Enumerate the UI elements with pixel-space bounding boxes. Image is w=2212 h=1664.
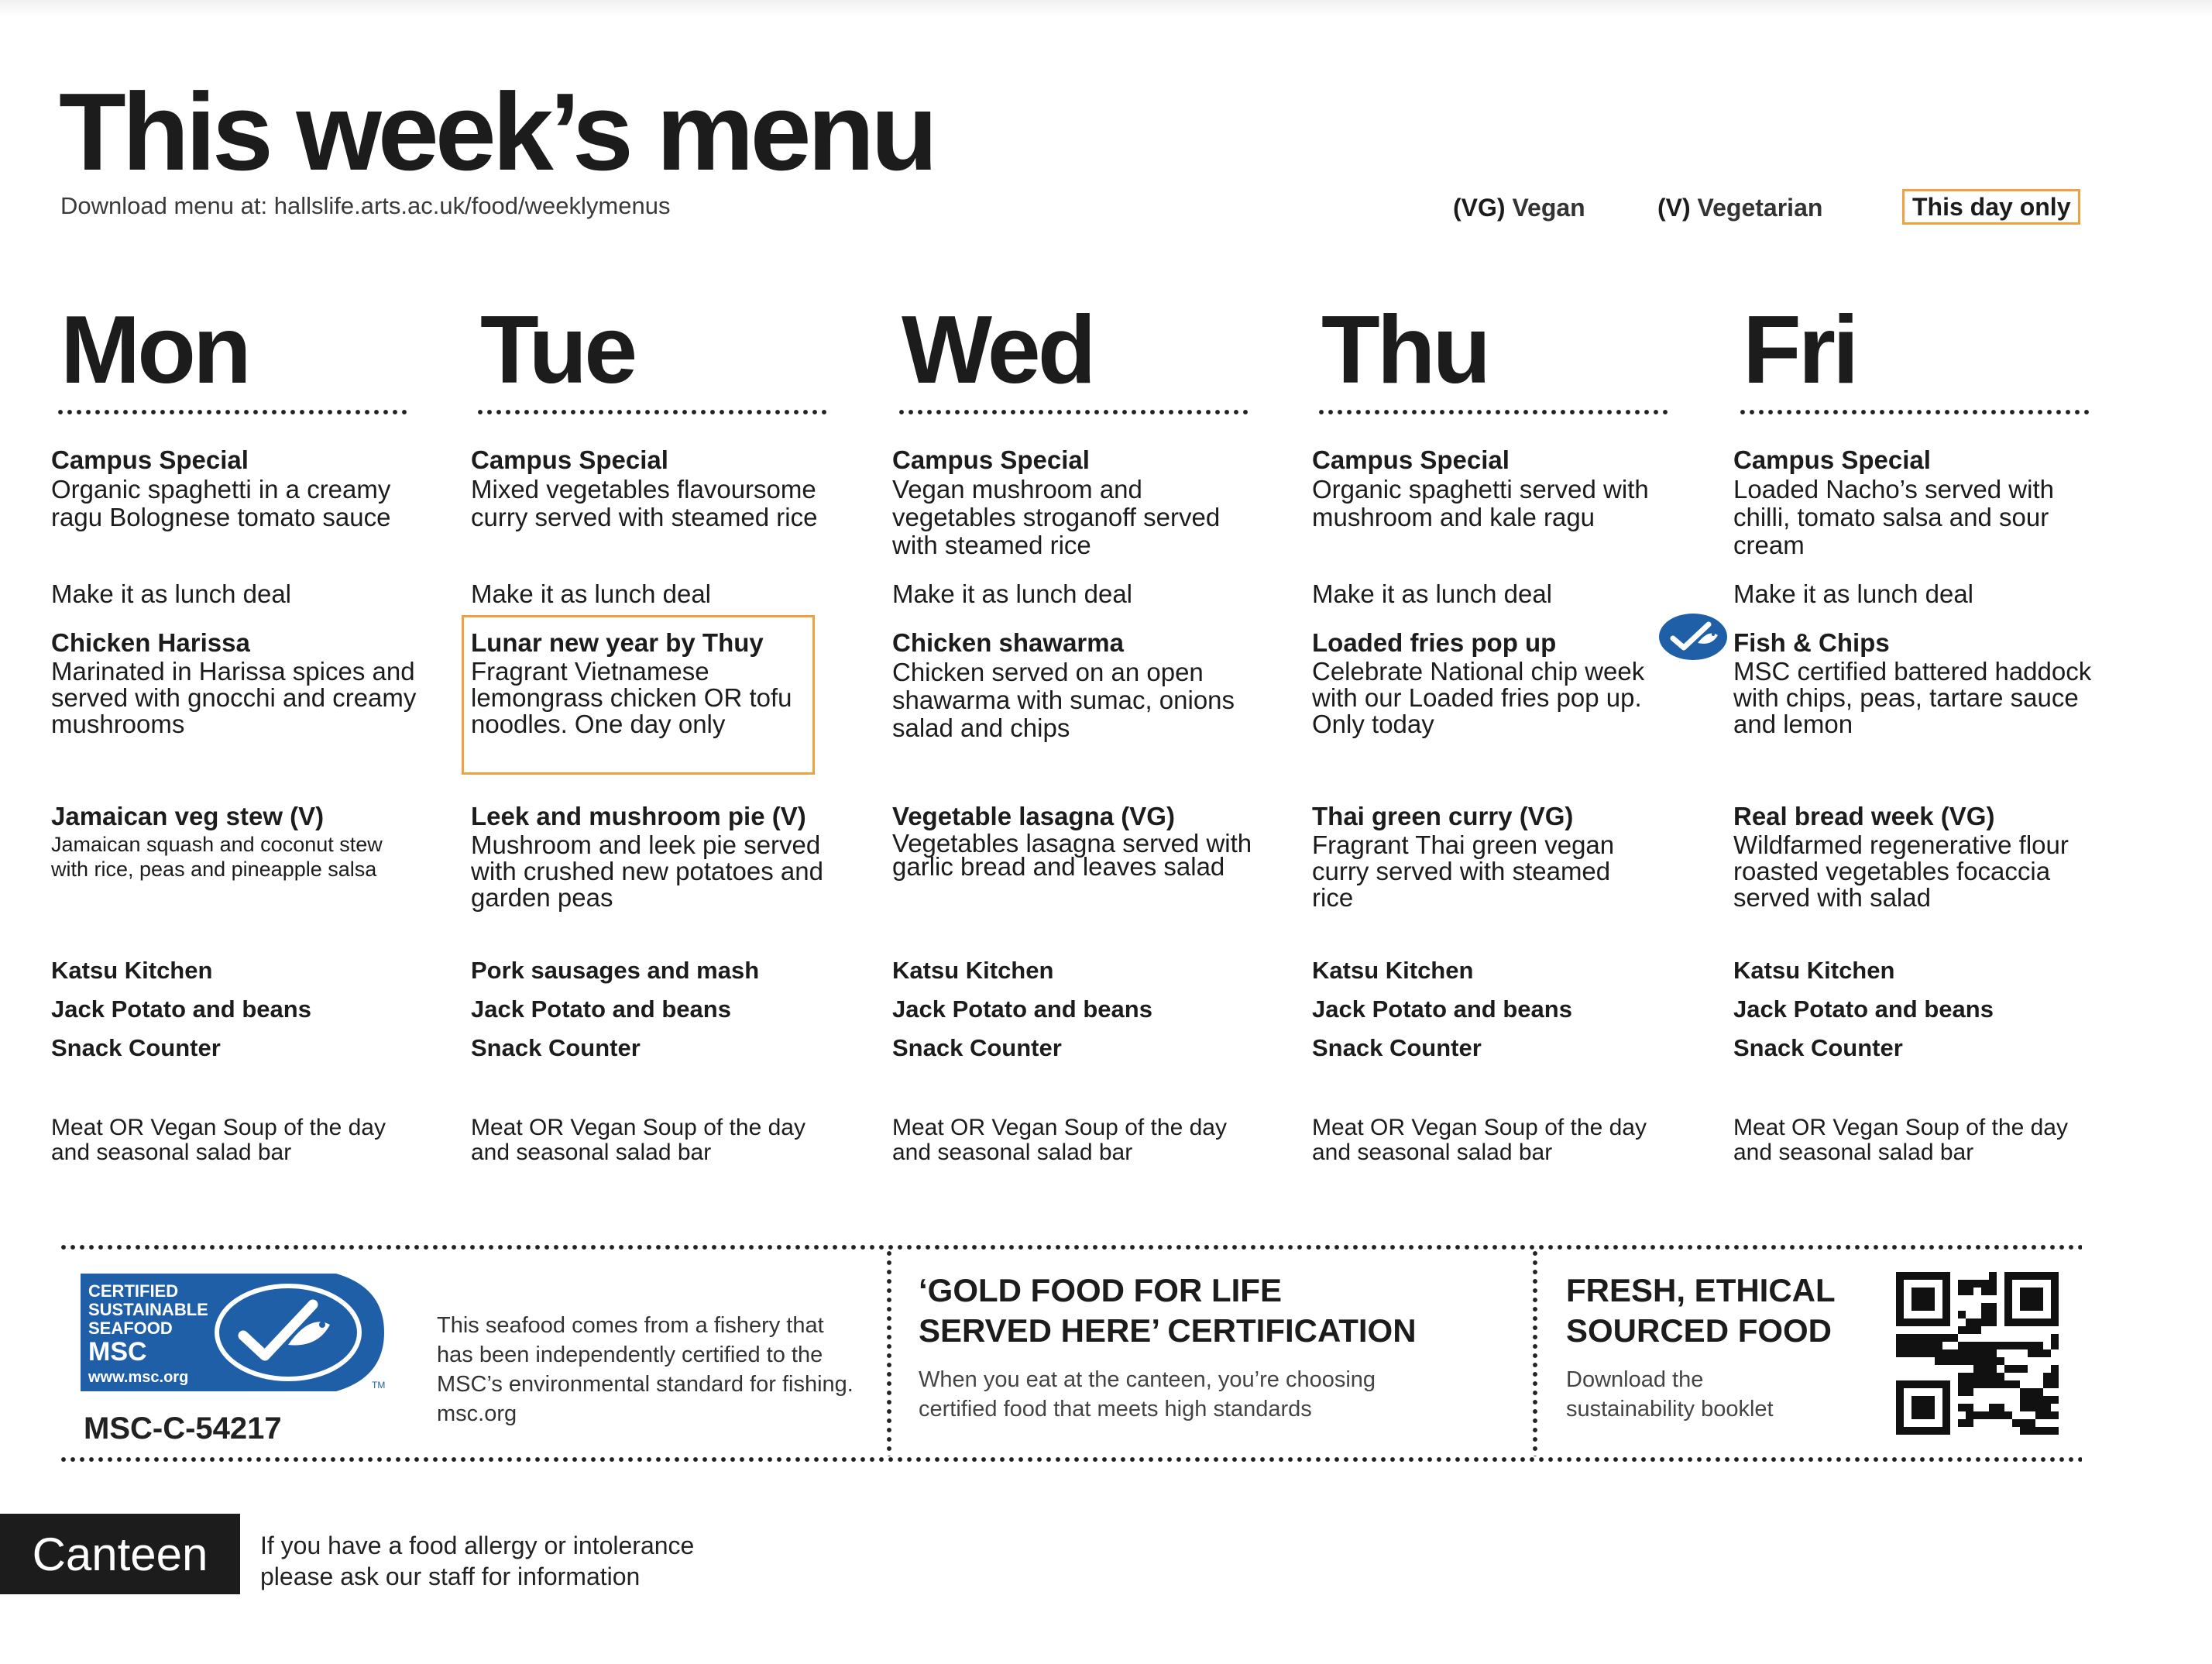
veg-desc: Mushroom and leek pie served with crushed new potatoes and garden peas bbox=[471, 830, 823, 912]
msc-logo-line: CERTIFIED bbox=[88, 1281, 179, 1301]
main-dish bbox=[51, 627, 423, 737]
allergy-note bbox=[260, 1530, 694, 1592]
msc-badge-icon bbox=[1657, 612, 1729, 662]
soup-salad: Meat OR Vegan Soup of the day and seasonal salad bar bbox=[471, 1115, 805, 1165]
day-column-thu bbox=[1312, 297, 1685, 1165]
legend-veg-code: (V) bbox=[1657, 194, 1691, 222]
veg-title: Real bread week (VG) bbox=[1733, 802, 1995, 830]
lunch-deal: Make it as lunch deal bbox=[892, 579, 1133, 608]
gold-heading-line: SERVED HERE’ CERTIFICATION bbox=[919, 1312, 1417, 1349]
lunch-deal: Make it as lunch deal bbox=[471, 579, 712, 608]
allergy-line: If you have a food allergy or intolerance bbox=[260, 1532, 695, 1559]
main-title: Lunar new year by Thuy bbox=[471, 628, 764, 657]
dotted-divider-bottom bbox=[59, 1456, 2082, 1463]
msc-logo-url: www.msc.org bbox=[88, 1369, 189, 1386]
day-name: Thu bbox=[1321, 297, 1489, 404]
msc-code: MSC-C-54217 bbox=[84, 1411, 282, 1446]
special-title: Campus Special bbox=[1733, 445, 1931, 474]
extra-item: Katsu Kitchen bbox=[1312, 957, 1474, 984]
special-title: Campus Special bbox=[51, 445, 249, 474]
legend-vegetarian bbox=[1657, 192, 1822, 223]
veg-desc: Vegetables lasagna served with garlic bread and leaves salad bbox=[892, 829, 1252, 881]
veg-dish bbox=[892, 801, 1264, 881]
lunch-deal: Make it as lunch deal bbox=[1312, 579, 1553, 608]
special-title: Campus Special bbox=[1312, 445, 1510, 474]
lunch-deal: Make it as lunch deal bbox=[1733, 579, 1974, 608]
msc-logo-line: SUSTAINABLE bbox=[88, 1300, 208, 1319]
dotted-divider-vertical bbox=[886, 1249, 892, 1456]
extra-item: Jack Potato and beans bbox=[1733, 995, 1994, 1023]
day-name: Fri bbox=[1743, 297, 1856, 404]
day-column-mon bbox=[51, 297, 424, 1165]
qr-code-icon[interactable] bbox=[1896, 1272, 2059, 1435]
veg-title: Thai green curry (VG) bbox=[1312, 802, 1574, 830]
extra-item: Pork sausages and mash bbox=[471, 957, 760, 984]
extra-item: Jack Potato and beans bbox=[1312, 995, 1572, 1023]
veg-desc: Jamaican squash and coconut stew with rice, peas and pineapple salsa bbox=[51, 833, 383, 881]
dotted-divider-top bbox=[59, 1244, 2082, 1250]
soup-salad: Meat OR Vegan Soup of the day and seasonal salad bar bbox=[892, 1115, 1227, 1165]
legend-day-only: This day only bbox=[1902, 189, 2080, 225]
msc-logo-line: MSC bbox=[88, 1337, 147, 1367]
dotted-divider bbox=[1738, 409, 2090, 415]
day-column-tue bbox=[471, 297, 844, 1165]
extra-item: Snack Counter bbox=[1312, 1034, 1482, 1061]
campus-special bbox=[1312, 445, 1684, 531]
legend-vegan-code: (VG) bbox=[1453, 194, 1506, 222]
main-title: Chicken shawarma bbox=[892, 628, 1124, 657]
msc-description: This seafood comes from a fishery that has been independently certified to the MSC’s environmental standard for fishing. msc.org bbox=[437, 1313, 854, 1426]
main-dish bbox=[892, 627, 1264, 742]
main-dish bbox=[1733, 627, 2105, 737]
extra-item: Jack Potato and beans bbox=[51, 995, 311, 1023]
dotted-divider bbox=[56, 409, 407, 415]
msc-logo-tm: TM bbox=[372, 1380, 386, 1391]
extras-list bbox=[471, 951, 759, 1068]
extra-item: Jack Potato and beans bbox=[471, 995, 731, 1023]
extra-item: Snack Counter bbox=[471, 1034, 641, 1061]
campus-special bbox=[892, 445, 1264, 559]
special-desc: Loaded Nacho’s served with chilli, tomato salsa and sour cream bbox=[1733, 475, 2054, 559]
veg-dish bbox=[1312, 801, 1653, 911]
veg-title: Vegetable lasagna (VG) bbox=[892, 802, 1175, 830]
main-dish bbox=[1312, 627, 1653, 737]
top-strip bbox=[0, 0, 2212, 17]
dotted-divider bbox=[1317, 409, 1668, 415]
legend-vegan bbox=[1453, 192, 1585, 223]
special-title: Campus Special bbox=[471, 445, 668, 474]
special-desc: Organic spaghetti served with mushroom and kale ragu bbox=[1312, 475, 1649, 531]
veg-desc: Fragrant Thai green vegan curry served with steamed rice bbox=[1312, 830, 1615, 912]
extra-item: Katsu Kitchen bbox=[892, 957, 1054, 984]
fresh-heading-line: FRESH, ETHICAL bbox=[1566, 1272, 1836, 1308]
gold-body: When you eat at the canteen, you’re choosing certified food that meets high standards bbox=[919, 1367, 1376, 1422]
legend-vegan-label: Vegan bbox=[1512, 194, 1585, 222]
main-title: Loaded fries pop up bbox=[1312, 628, 1557, 657]
main-desc: Celebrate National chip week with our Loaded fries pop up. Only today bbox=[1312, 657, 1645, 738]
special-desc: Mixed vegetables flavoursome curry served with steamed rice bbox=[471, 475, 818, 531]
download-link-text: Download menu at: hallslife.arts.ac.uk/food/weeklymenus bbox=[60, 192, 671, 219]
main-title: Chicken Harissa bbox=[51, 628, 250, 657]
dotted-divider-vertical bbox=[1532, 1249, 1538, 1456]
fresh-body-line: Download the bbox=[1566, 1367, 1704, 1392]
fresh-body-line: sustainability booklet bbox=[1566, 1397, 1774, 1422]
extra-item: Jack Potato and beans bbox=[892, 995, 1152, 1023]
veg-dish bbox=[1733, 801, 2105, 911]
msc-logo-line: SEAFOOD bbox=[88, 1318, 173, 1338]
soup-salad: Meat OR Vegan Soup of the day and seasonal salad bar bbox=[1312, 1115, 1647, 1165]
dotted-divider bbox=[897, 409, 1249, 415]
special-desc: Organic spaghetti in a creamy ragu Bolognese tomato sauce bbox=[51, 475, 391, 531]
veg-title: Jamaican veg stew (V) bbox=[51, 802, 325, 830]
gold-certification bbox=[919, 1270, 1445, 1424]
day-column-fri bbox=[1733, 297, 2107, 1165]
campus-special bbox=[51, 445, 423, 531]
day-column-wed bbox=[892, 297, 1266, 1165]
gold-heading-line: ‘GOLD FOOD FOR LIFE bbox=[919, 1272, 1282, 1308]
soup-salad: Meat OR Vegan Soup of the day and seasonal salad bar bbox=[51, 1115, 386, 1165]
fresh-ethical-section bbox=[1566, 1270, 1836, 1424]
extras-list bbox=[1733, 951, 1994, 1068]
day-name: Wed bbox=[902, 297, 1094, 404]
main-dish bbox=[471, 627, 812, 737]
fresh-heading-line: SOURCED FOOD bbox=[1566, 1312, 1832, 1349]
allergy-line: please ask our staff for information bbox=[260, 1563, 641, 1590]
dotted-divider bbox=[476, 409, 827, 415]
day-name: Tue bbox=[480, 297, 635, 404]
extra-item: Katsu Kitchen bbox=[51, 957, 213, 984]
campus-special bbox=[1733, 445, 2105, 559]
msc-logo-icon bbox=[81, 1274, 398, 1391]
extra-item: Snack Counter bbox=[51, 1034, 221, 1061]
main-title: Fish & Chips bbox=[1733, 628, 1890, 657]
canteen-logo: Canteen bbox=[0, 1514, 240, 1594]
special-title: Campus Special bbox=[892, 445, 1090, 474]
lunch-deal: Make it as lunch deal bbox=[51, 579, 292, 608]
main-desc: Chicken served on an open shawarma with sumac, onions salad and chips bbox=[892, 658, 1235, 742]
extra-item: Katsu Kitchen bbox=[1733, 957, 1895, 984]
main-desc: MSC certified battered haddock with chips, peas, tartare sauce and lemon bbox=[1733, 657, 2092, 738]
veg-desc: Wildfarmed regenerative flour roasted vegetables focaccia served with salad bbox=[1733, 830, 2069, 912]
main-desc: Fragrant Vietnamese lemongrass chicken OR tofu noodles. One day only bbox=[471, 657, 792, 738]
campus-special bbox=[471, 445, 843, 531]
page-title: This week’s menu bbox=[59, 70, 935, 194]
extras-list bbox=[1312, 951, 1572, 1068]
extra-item: Snack Counter bbox=[1733, 1034, 1903, 1061]
soup-salad: Meat OR Vegan Soup of the day and seasonal salad bar bbox=[1733, 1115, 2068, 1165]
veg-title: Leek and mushroom pie (V) bbox=[471, 802, 806, 830]
extras-list bbox=[51, 951, 311, 1068]
veg-dish bbox=[471, 801, 843, 911]
legend-veg-label: Vegetarian bbox=[1697, 194, 1823, 222]
extras-list bbox=[892, 951, 1152, 1068]
main-desc: Marinated in Harissa spices and served with gnocchi and creamy mushrooms bbox=[51, 657, 417, 738]
day-name: Mon bbox=[60, 297, 249, 404]
special-desc: Vegan mushroom and vegetables stroganoff served with steamed rice bbox=[892, 475, 1221, 559]
veg-dish bbox=[51, 801, 423, 882]
extra-item: Snack Counter bbox=[892, 1034, 1062, 1061]
